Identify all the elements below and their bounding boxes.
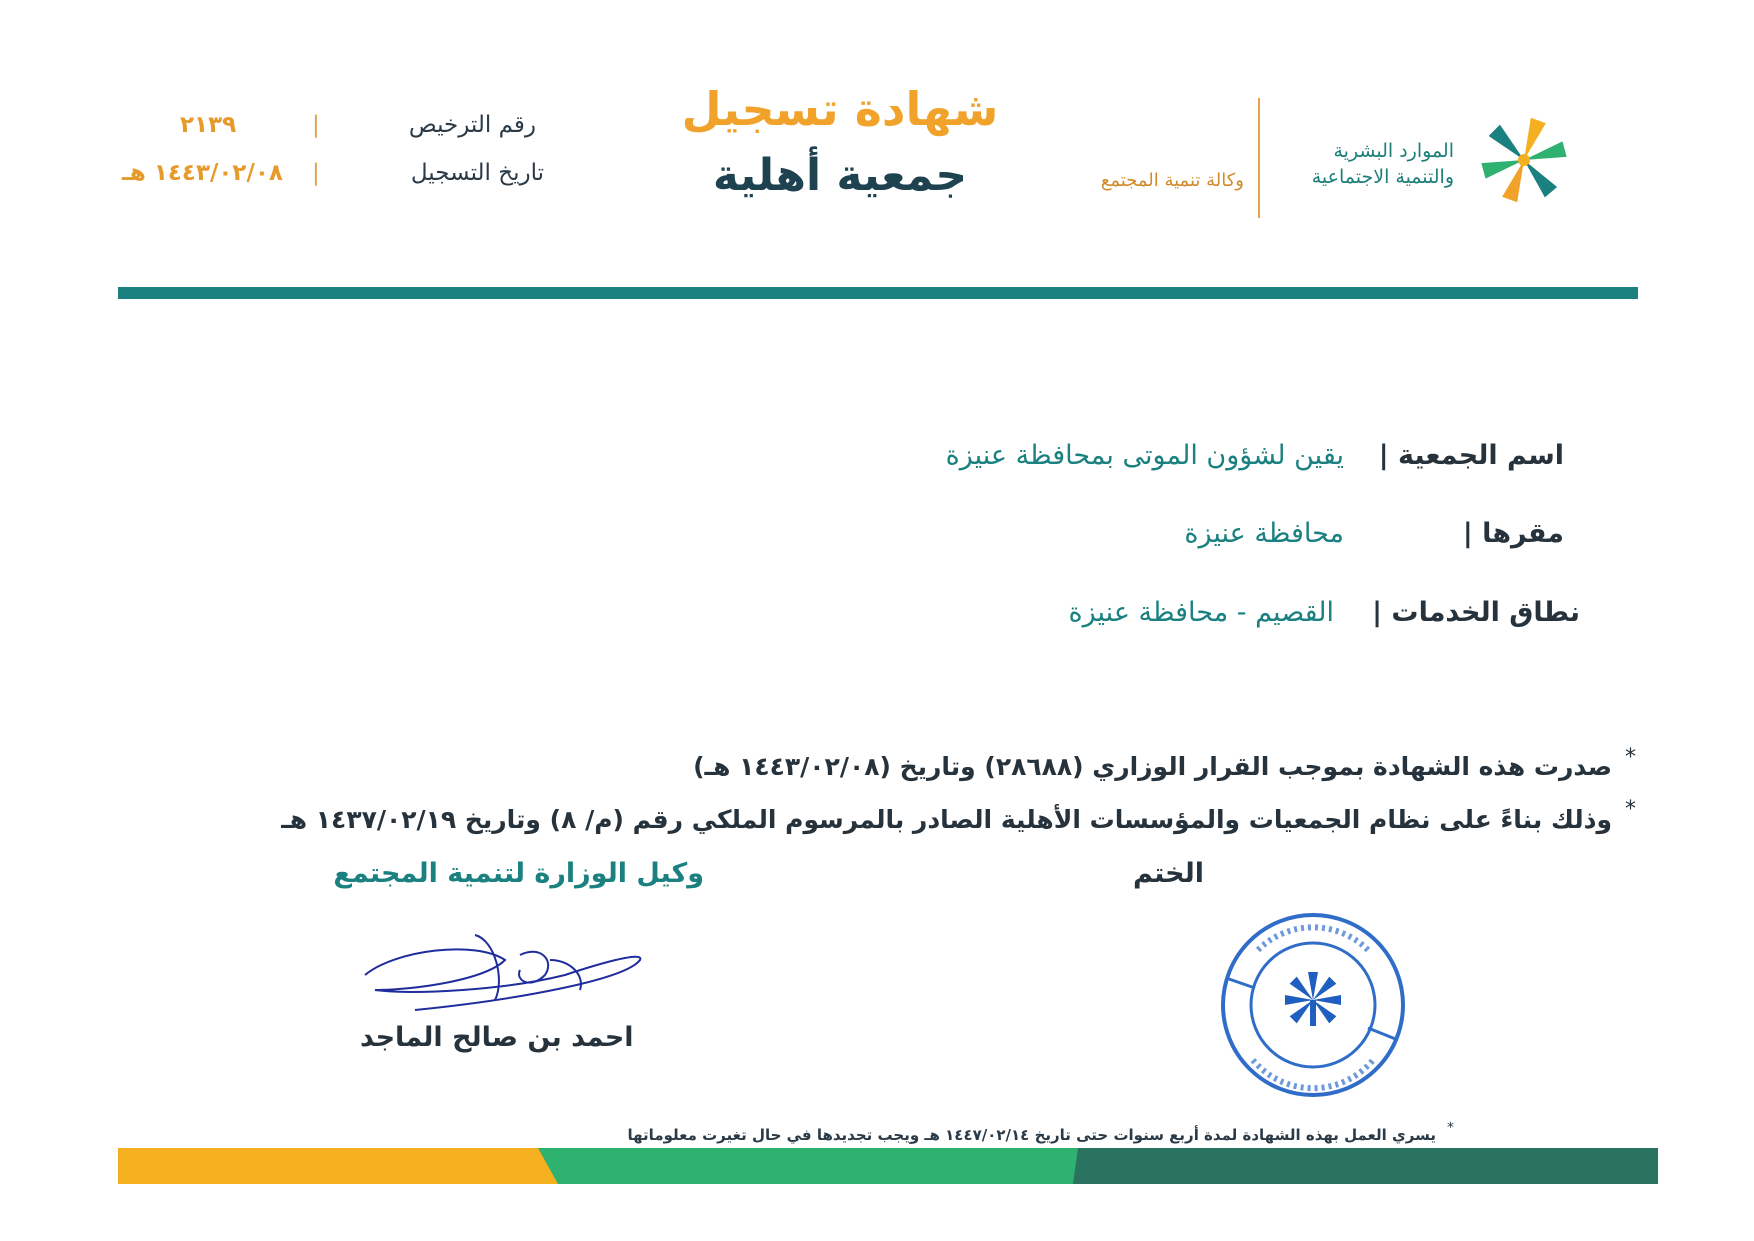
note-star: * — [1625, 797, 1636, 822]
validity-footnote: يسري العمل بهذه الشهادة لمدة أربع سنوات حتى تاريخ ١٤٤٧/٠٢/١٤ هـ ويجب تجديدها في حال تغيرت معلوماتها — [627, 1126, 1436, 1144]
footnote-star: * — [1447, 1120, 1454, 1136]
signer-name: احمد بن صالح الماجد — [360, 1022, 634, 1053]
license-number-value: ٢١٣٩ — [180, 112, 237, 138]
header-rule — [118, 287, 1638, 299]
signature-icon — [355, 920, 655, 1020]
footer-color-bar — [118, 1148, 1658, 1184]
ministry-name-line2: والتنمية الاجتماعية — [1311, 166, 1454, 188]
registration-date-value: ١٤٤٣/٠٢/٠٨ هـ — [122, 160, 283, 186]
decision-note: صدرت هذه الشهادة بموجب القرار الوزاري (٢٨٦٨٨) وتاريخ (١٤٤٣/٠٢/٠٨ هـ) — [693, 752, 1612, 781]
service-scope-label: نطاق الخدمات | — [1372, 597, 1580, 628]
certificate-title: شهادة تسجيل — [681, 82, 999, 136]
registration-date-label: تاريخ التسجيل — [410, 160, 544, 186]
seal-label: الختم — [1132, 858, 1204, 889]
association-name-value: يقين لشؤون الموتى بمحافظة عنيزة — [945, 440, 1344, 471]
service-scope-value: القصيم - محافظة عنيزة — [1068, 597, 1334, 628]
registration-date-separator: | — [312, 160, 320, 186]
ministry-name-line1: الموارد البشرية — [1333, 140, 1454, 162]
certificate-subtitle: جمعية أهلية — [712, 150, 968, 201]
license-number-label: رقم الترخيص — [408, 112, 536, 138]
ministry-logo-icon — [1464, 110, 1584, 210]
agency-name: وكالة تنمية المجتمع — [1100, 170, 1244, 191]
header-divider — [1258, 98, 1260, 218]
association-name-label: اسم الجمعية | — [1378, 440, 1564, 471]
headquarters-label: مقرها | — [1462, 518, 1564, 549]
note-star: * — [1625, 745, 1636, 770]
license-separator: | — [312, 112, 320, 138]
ministry-stamp-icon — [1218, 910, 1408, 1100]
headquarters-value: محافظة عنيزة — [1184, 518, 1344, 549]
deputy-minister-label: وكيل الوزارة لتنمية المجتمع — [333, 858, 704, 889]
system-note: وذلك بناءً على نظام الجمعيات والمؤسسات الأهلية الصادر بالمرسوم الملكي رقم (م/ ٨) وتاريخ ١٤٣٧/٠٢/١٩ هـ — [281, 805, 1612, 834]
